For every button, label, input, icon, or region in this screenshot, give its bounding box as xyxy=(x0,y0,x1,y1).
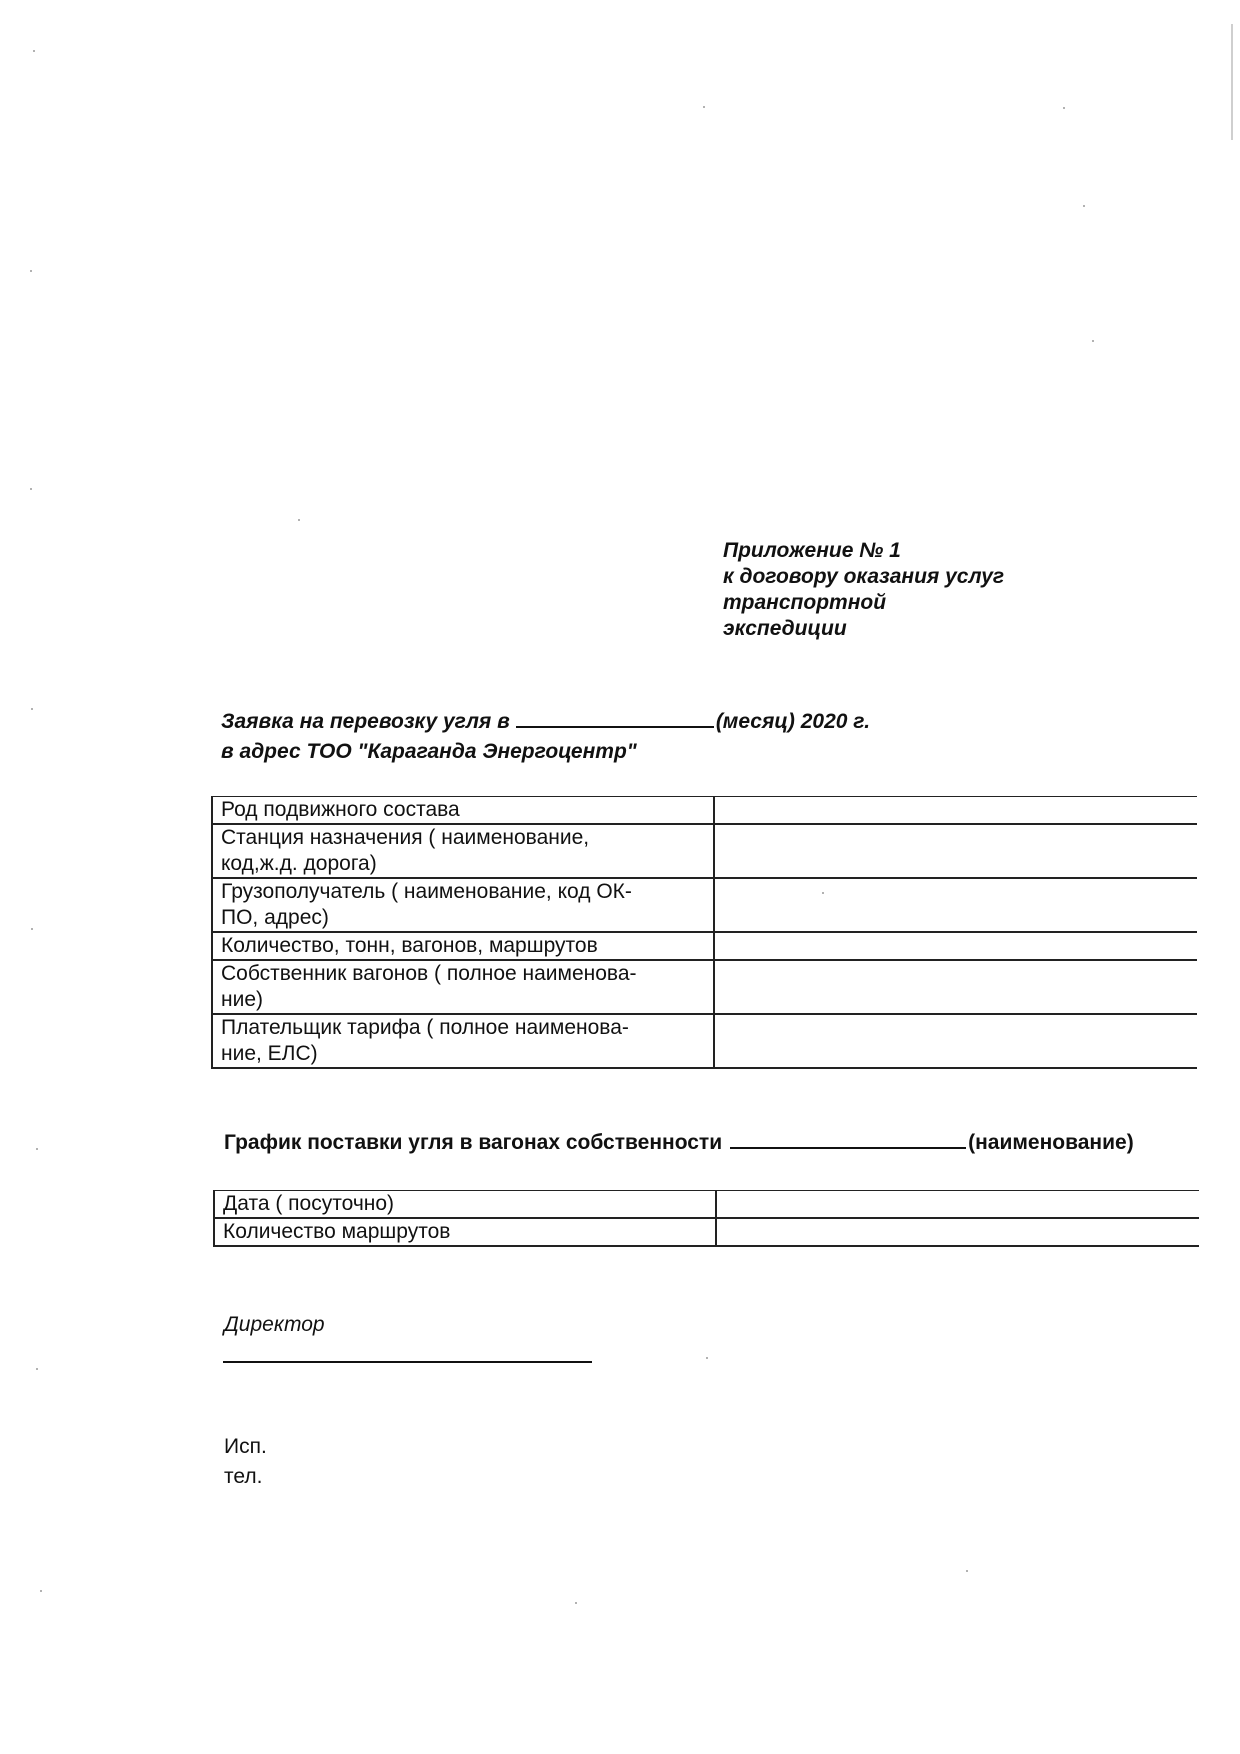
row-label-line: Род подвижного состава xyxy=(221,798,460,821)
row-label xyxy=(214,1191,716,1219)
row-label-line: ПО, адрес) xyxy=(221,906,329,929)
row-label-line: Плательщик тарифа ( полное наименова- xyxy=(221,1016,629,1039)
scan-speck xyxy=(1063,107,1065,109)
scan-speck xyxy=(30,488,32,490)
scan-speck xyxy=(40,1590,42,1592)
executor-block xyxy=(224,1432,267,1492)
row-label-line: код,ж.д. дорога) xyxy=(221,852,377,875)
schedule-title-prefix: График поставки угля в вагонах собственности xyxy=(224,1131,723,1154)
request-address: в адрес ТОО "Караганда Энергоцентр" xyxy=(221,740,637,763)
table-row xyxy=(212,960,1197,1014)
request-title xyxy=(221,706,870,767)
row-label xyxy=(212,932,714,960)
row-label-line: Количество, тонн, вагонов, маршрутов xyxy=(221,934,598,957)
row-value-field[interactable] xyxy=(714,1014,1197,1068)
scan-edge-artifact xyxy=(1231,24,1233,140)
request-title-prefix: Заявка на перевозку угля в xyxy=(221,710,510,733)
table-row xyxy=(212,1014,1197,1068)
schedule-title xyxy=(224,1127,1134,1155)
table-row xyxy=(212,932,1197,960)
scan-speck xyxy=(31,708,33,710)
table-row xyxy=(212,878,1197,932)
scan-speck xyxy=(30,270,32,272)
row-label-line: Собственник вагонов ( полное наименова- xyxy=(221,962,637,985)
scan-speck xyxy=(31,928,33,930)
table-row xyxy=(212,797,1197,825)
scan-speck xyxy=(1083,205,1085,207)
row-label xyxy=(212,797,714,825)
row-label-line: Дата ( посуточно) xyxy=(223,1192,395,1215)
schedule-title-suffix: (наименование) xyxy=(968,1131,1134,1154)
table-row xyxy=(214,1191,1199,1219)
row-label-line: Количество маршрутов xyxy=(223,1220,451,1243)
owner-blank-line xyxy=(730,1127,966,1149)
row-value-field[interactable] xyxy=(714,824,1197,878)
row-value-field[interactable] xyxy=(714,960,1197,1014)
scan-speck xyxy=(36,1368,38,1370)
scan-speck xyxy=(706,1357,708,1359)
row-label-line: ние) xyxy=(221,988,263,1011)
director-label: Директор xyxy=(224,1313,325,1336)
row-value-field[interactable] xyxy=(714,878,1197,932)
appendix-line: к договору оказания услуг xyxy=(723,565,1005,588)
appendix-heading xyxy=(723,538,1004,642)
appendix-line: Приложение № 1 xyxy=(723,539,901,562)
row-label xyxy=(212,960,714,1014)
row-value-field[interactable] xyxy=(714,932,1197,960)
row-value-field[interactable] xyxy=(716,1191,1199,1219)
scan-speck xyxy=(1092,340,1094,342)
scan-speck xyxy=(966,1570,968,1572)
month-blank-line xyxy=(516,706,714,728)
row-value-field[interactable] xyxy=(714,797,1197,825)
row-value-field[interactable] xyxy=(716,1218,1199,1246)
row-label-line: Станция назначения ( наименование, xyxy=(221,826,590,849)
scan-speck xyxy=(703,106,705,108)
row-label xyxy=(214,1218,716,1246)
scan-speck xyxy=(36,1148,38,1150)
request-title-suffix: (месяц) 2020 г. xyxy=(715,710,871,733)
table-row xyxy=(214,1218,1199,1246)
appendix-line: экспедиции xyxy=(723,617,847,640)
row-label-line: Грузополучатель ( наименование, код ОК- xyxy=(221,880,632,903)
table-row xyxy=(212,824,1197,878)
scan-speck xyxy=(298,519,300,521)
request-table xyxy=(211,796,1197,1069)
row-label xyxy=(212,878,714,932)
phone-label: тел. xyxy=(224,1465,263,1488)
scan-speck xyxy=(575,1602,577,1604)
executor-label: Исп. xyxy=(224,1435,267,1458)
schedule-table xyxy=(213,1190,1199,1247)
row-label xyxy=(212,1014,714,1068)
row-label-line: ние, ЕЛС) xyxy=(221,1042,318,1065)
appendix-line: транспортной xyxy=(723,591,887,614)
row-label xyxy=(212,824,714,878)
scan-speck xyxy=(33,50,35,52)
signature-line xyxy=(223,1361,592,1363)
